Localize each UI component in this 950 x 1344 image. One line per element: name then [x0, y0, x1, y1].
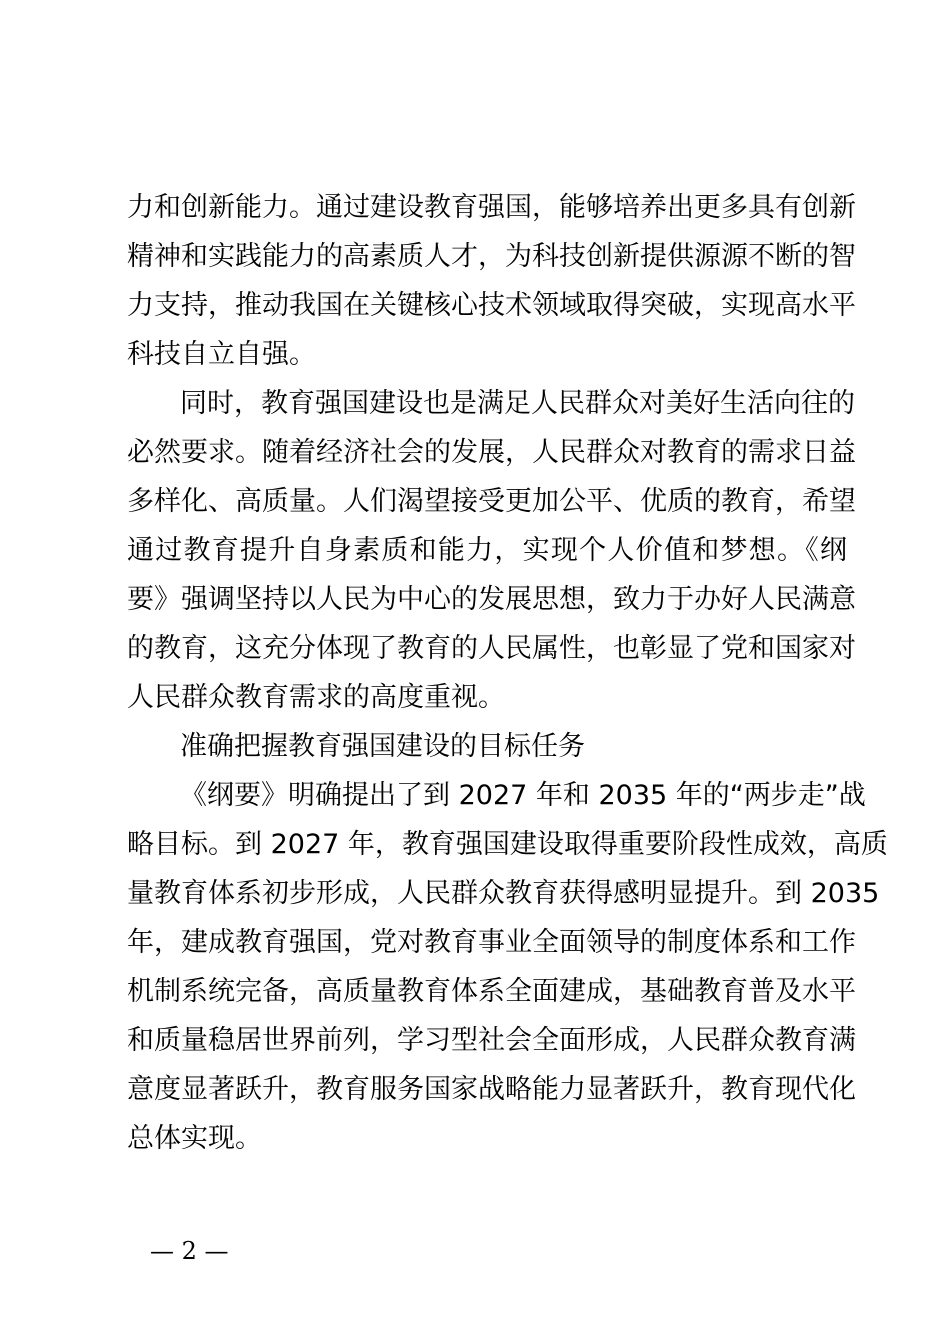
paragraph-line: 通过教育提升自身素质和能力，实现个人价值和梦想。《纲 — [127, 535, 847, 566]
paragraph-line: 力和创新能力。通过建设教育强国，能够培养出更多具有创新 — [127, 192, 856, 223]
paragraph-line: 年，建成教育强国，党对教育事业全面领导的制度体系和工作 — [127, 927, 856, 958]
paragraph-line: 多样化、高质量。人们渴望接受更加公平、优质的教育，希望 — [127, 486, 856, 517]
paragraph-line: 力支持，推动我国在关键核心技术领域取得突破，实现高水平 — [127, 290, 856, 321]
paragraph-line: 精神和实践能力的高素质人才，为科技创新提供源源不断的智 — [127, 241, 856, 272]
paragraph-line: 和质量稳居世界前列，学习型社会全面形成，人民群众教育满 — [127, 1025, 856, 1056]
paragraph-line: 同时，教育强国建设也是满足人民群众对美好生活向往的 — [180, 388, 855, 419]
page-number: — 2 — — [150, 1237, 229, 1265]
paragraph-line: 人民群众教育需求的高度重视。 — [127, 682, 505, 713]
paragraph-line: 《纲要》明确提出了到 2027 年和 2035 年的“两步走”战 — [180, 780, 866, 811]
paragraph-line: 必然要求。随着经济社会的发展，人民群众对教育的需求日益 — [127, 437, 856, 468]
paragraph-line: 意度显著跃升，教育服务国家战略能力显著跃升，教育现代化 — [127, 1074, 856, 1105]
paragraph-line: 略目标。到 2027 年，教育强国建设取得重要阶段性成效，高质 — [127, 829, 888, 860]
paragraph-line: 机制系统完备，高质量教育体系全面建成，基础教育普及水平 — [127, 976, 856, 1007]
paragraph-line: 总体实现。 — [127, 1123, 262, 1154]
paragraph-line: 科技自立自强。 — [127, 339, 316, 370]
paragraph-line: 要》强调坚持以人民为中心的发展思想，致力于办好人民满意 — [127, 584, 856, 615]
paragraph-line: 的教育，这充分体现了教育的人民属性，也彰显了党和国家对 — [127, 633, 856, 664]
paragraph-line: 量教育体系初步形成，人民群众教育获得感明显提升。到 2035 — [127, 878, 880, 909]
section-heading: 准确把握教育强国建设的目标任务 — [180, 731, 585, 762]
